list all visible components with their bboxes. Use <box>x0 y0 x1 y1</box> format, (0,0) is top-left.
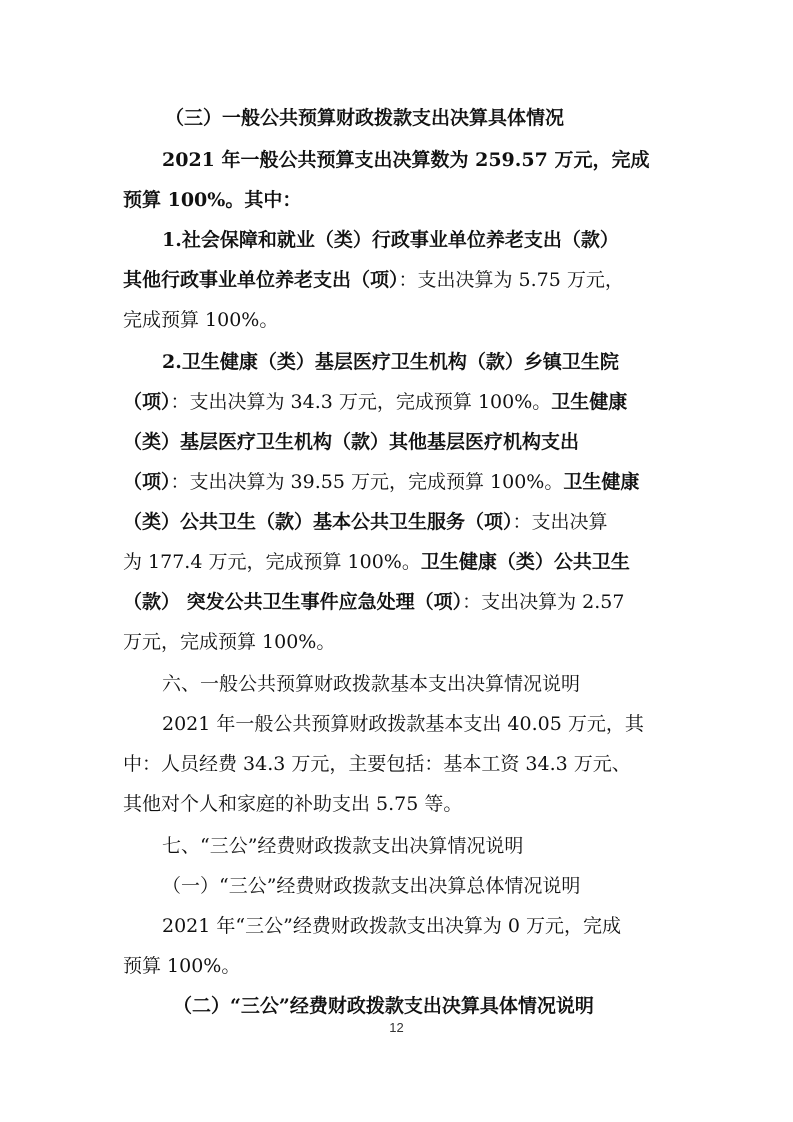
text-segment: 完成预算 100%。 <box>123 309 279 331</box>
text-segment: 2021 年“三公”经费财政拨款支出决算为 0 万元，完成 <box>162 915 621 937</box>
paragraph-line <box>123 746 683 782</box>
text-segment: （类）公共卫生（款）基本公共卫生服务（项） <box>123 511 513 533</box>
text-segment: ：支出决算为 34.3 万元，完成预算 100%。 <box>170 391 552 413</box>
text-segment: （项） <box>123 471 171 493</box>
text-segment: 为 177.4 万元，完成预算 100%。 <box>123 551 421 573</box>
paragraph-line <box>123 464 683 500</box>
text-segment: 1.社会保障和就业（类）行政事业单位养老支出（款） <box>162 229 619 251</box>
text-segment: 预算 100%。 <box>123 955 241 977</box>
text-segment: （二）“三公”经费财政拨款支出决算具体情况说明 <box>173 995 594 1017</box>
paragraph-line <box>123 424 683 460</box>
text-segment: 2.卫生健康（类）基层医疗卫生机构（款）乡镇卫生院 <box>162 351 619 373</box>
text-segment: 六、一般公共预算财政拨款基本支出决算情况说明 <box>162 673 581 695</box>
text-segment: ：支出决算为 5.75 万元， <box>398 269 624 291</box>
item-1-heading <box>162 222 722 258</box>
text-segment: 其他对个人和家庭的补助支出 5.75 等。 <box>123 793 463 815</box>
paragraph-line <box>123 504 683 540</box>
text-segment: 万元，完成预算 100%。 <box>123 631 336 653</box>
text-segment: （项） <box>123 391 171 413</box>
text-segment: 卫生健康（类）公共卫生 <box>420 551 630 573</box>
text-segment: 卫生健康 <box>551 391 628 413</box>
paragraph-line <box>162 706 722 742</box>
text-segment: ：支出决算为 39.55 万元，完成预算 100%。 <box>170 471 564 493</box>
text-segment: 卫生健康 <box>563 471 640 493</box>
text-segment: （三）一般公共预算财政拨款支出决算具体情况 <box>165 107 565 129</box>
paragraph-line <box>123 262 683 298</box>
section-heading-three <box>165 100 725 136</box>
paragraph-line <box>123 544 683 580</box>
text-segment: 2021 年一般公共预算支出决算数为 259.57 万元，完成 <box>162 149 650 171</box>
subsection-heading-two <box>173 988 733 1024</box>
text-segment: 中：人员经费 34.3 万元，主要包括：基本工资 34.3 万元、 <box>123 753 631 775</box>
text-segment: （款） 突发公共卫生事件应急处理（项） <box>123 591 463 613</box>
paragraph-line <box>162 908 722 944</box>
item-2-heading <box>162 344 722 380</box>
text-segment: （类）基层医疗卫生机构（款）其他基层医疗机构支出 <box>123 431 580 453</box>
paragraph-line <box>162 142 722 178</box>
paragraph-line <box>123 624 683 660</box>
section-heading-seven <box>162 828 722 864</box>
paragraph-line <box>123 384 683 420</box>
page-number: 12 <box>389 1020 404 1035</box>
subsection-heading-one <box>162 868 722 904</box>
text-segment: 预算 100%。其中： <box>123 189 302 211</box>
text-segment: （一）“三公”经费财政拨款支出决算总体情况说明 <box>162 875 581 897</box>
section-heading-six <box>162 666 722 702</box>
paragraph-line <box>123 786 683 822</box>
paragraph-line <box>123 182 683 218</box>
paragraph-line <box>123 302 683 338</box>
text-segment: 2021 年一般公共预算财政拨款基本支出 40.05 万元，其 <box>162 713 644 735</box>
paragraph-line <box>123 948 683 984</box>
paragraph-line <box>123 584 683 620</box>
text-segment: ：支出决算为 2.57 <box>462 591 625 613</box>
text-segment: ：支出决算 <box>512 511 608 533</box>
text-segment: 其他行政事业单位养老支出（项） <box>123 269 399 291</box>
text-segment: 七、“三公”经费财政拨款支出决算情况说明 <box>162 835 524 857</box>
